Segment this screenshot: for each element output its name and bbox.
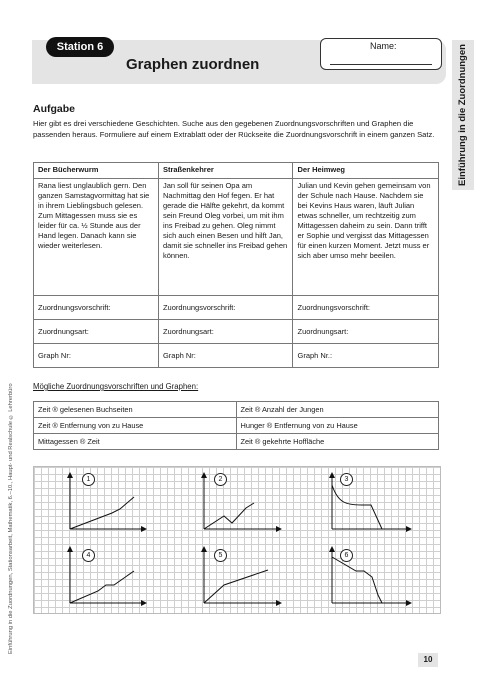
story-text: Jan soll für seinen Opa am Nachmittag den Hof fegen. Er hat gerade die Hälfte gekehrt, da kommt sein Freund Oleg vorbei, um mit ihm ins Freibad zu gehen. Oleg nimmt sich auch einen Besen und hilft Jan, damit sie schneller ins Freibad gehen können. bbox=[158, 179, 293, 296]
page-title: Graphen zuordnen bbox=[126, 56, 260, 73]
option-cell: Mittagessen ® Zeit bbox=[34, 434, 237, 450]
task-text: Hier gibt es drei verschiedene Geschichten. Suche aus den gegebenen Zuordnungsvorschriften und Graphen die passenden heraus. Formuliere auf einem Extrablatt oder der Rückseite die Zuordnungsvorschrift in einem ganzen Satz. bbox=[33, 119, 435, 139]
graphs-grid bbox=[33, 466, 441, 614]
story-text: Rana liest unglaublich gern. Den ganzen Samstagvormittag hat sie in ihrem Lieblingsbuch gelesen. Zum Mittagessen muss sie es leider für ca. ½ Stunde aus der Hand legen. Danach kann sie wieder weiterlesen. bbox=[34, 179, 159, 296]
answer-cell-vorschrift[interactable]: Zuordnungsvorschrift: bbox=[293, 296, 439, 320]
graph-1 bbox=[70, 475, 144, 529]
answer-cell-graph[interactable]: Graph Nr: bbox=[34, 344, 159, 368]
story-text: Julian und Kevin gehen gemeinsam von der Schule nach Hause. Nachdem sie bei Kevins Haus waren, läuft Julian etwas schneller, um rechtzeitig zum Mittagessen daheim zu sein. Dann trifft er Sophie und vergisst das Mittagessen für einen kurzen Moment. Jetzt muss er sich aber umso mehr beeilen. bbox=[293, 179, 439, 296]
stories-table bbox=[33, 162, 439, 368]
copyright-vertical-text: Einführung in die Zuordnungen, Stationsarbeit, Mathematik, 6.–10., Haupt- und Realschule © Lehrerbüro bbox=[8, 383, 14, 654]
station-badge: Station 6 bbox=[46, 37, 114, 57]
name-line bbox=[330, 64, 432, 65]
story-header: Der Bücherwurm bbox=[34, 163, 159, 179]
answer-cell-art[interactable]: Zuordnungsart: bbox=[293, 320, 439, 344]
option-cell: Zeit ® Entfernung von zu Hause bbox=[34, 418, 237, 434]
answer-cell-art[interactable]: Zuordnungsart: bbox=[158, 320, 293, 344]
option-cell: Zeit ® Anzahl der Jungen bbox=[236, 402, 439, 418]
graph-number-4: 4 bbox=[82, 549, 95, 562]
chapter-side-label: Einführung in die Zuordnungen bbox=[457, 44, 468, 186]
answer-cell-graph[interactable]: Graph Nr.: bbox=[293, 344, 439, 368]
options-table bbox=[33, 401, 439, 450]
graphs-svg bbox=[34, 467, 440, 613]
graph-number-2: 2 bbox=[214, 473, 227, 486]
story-header: Straßenkehrer bbox=[158, 163, 293, 179]
page-number: 10 bbox=[418, 653, 438, 667]
answer-cell-art[interactable]: Zuordnungsart: bbox=[34, 320, 159, 344]
graph-number-1: 1 bbox=[82, 473, 95, 486]
option-cell: Hunger ® Entfernung von zu Hause bbox=[236, 418, 439, 434]
answer-cell-graph[interactable]: Graph Nr: bbox=[158, 344, 293, 368]
graph-number-5: 5 bbox=[214, 549, 227, 562]
graph-number-6: 6 bbox=[340, 549, 353, 562]
task-heading: Aufgabe bbox=[33, 103, 75, 115]
answer-cell-vorschrift[interactable]: Zuordnungsvorschrift: bbox=[158, 296, 293, 320]
options-heading: Mögliche Zuordnungsvorschriften und Graphen: bbox=[33, 382, 199, 391]
story-header: Der Heimweg bbox=[293, 163, 439, 179]
graph-4 bbox=[70, 549, 144, 603]
option-cell: Zeit ® gekehrte Hoffläche bbox=[236, 434, 439, 450]
name-label: Name: bbox=[370, 41, 397, 51]
option-cell: Zeit ® gelesenen Buchseiten bbox=[34, 402, 237, 418]
graph-number-3: 3 bbox=[340, 473, 353, 486]
answer-cell-vorschrift[interactable]: Zuordnungsvorschrift: bbox=[34, 296, 159, 320]
